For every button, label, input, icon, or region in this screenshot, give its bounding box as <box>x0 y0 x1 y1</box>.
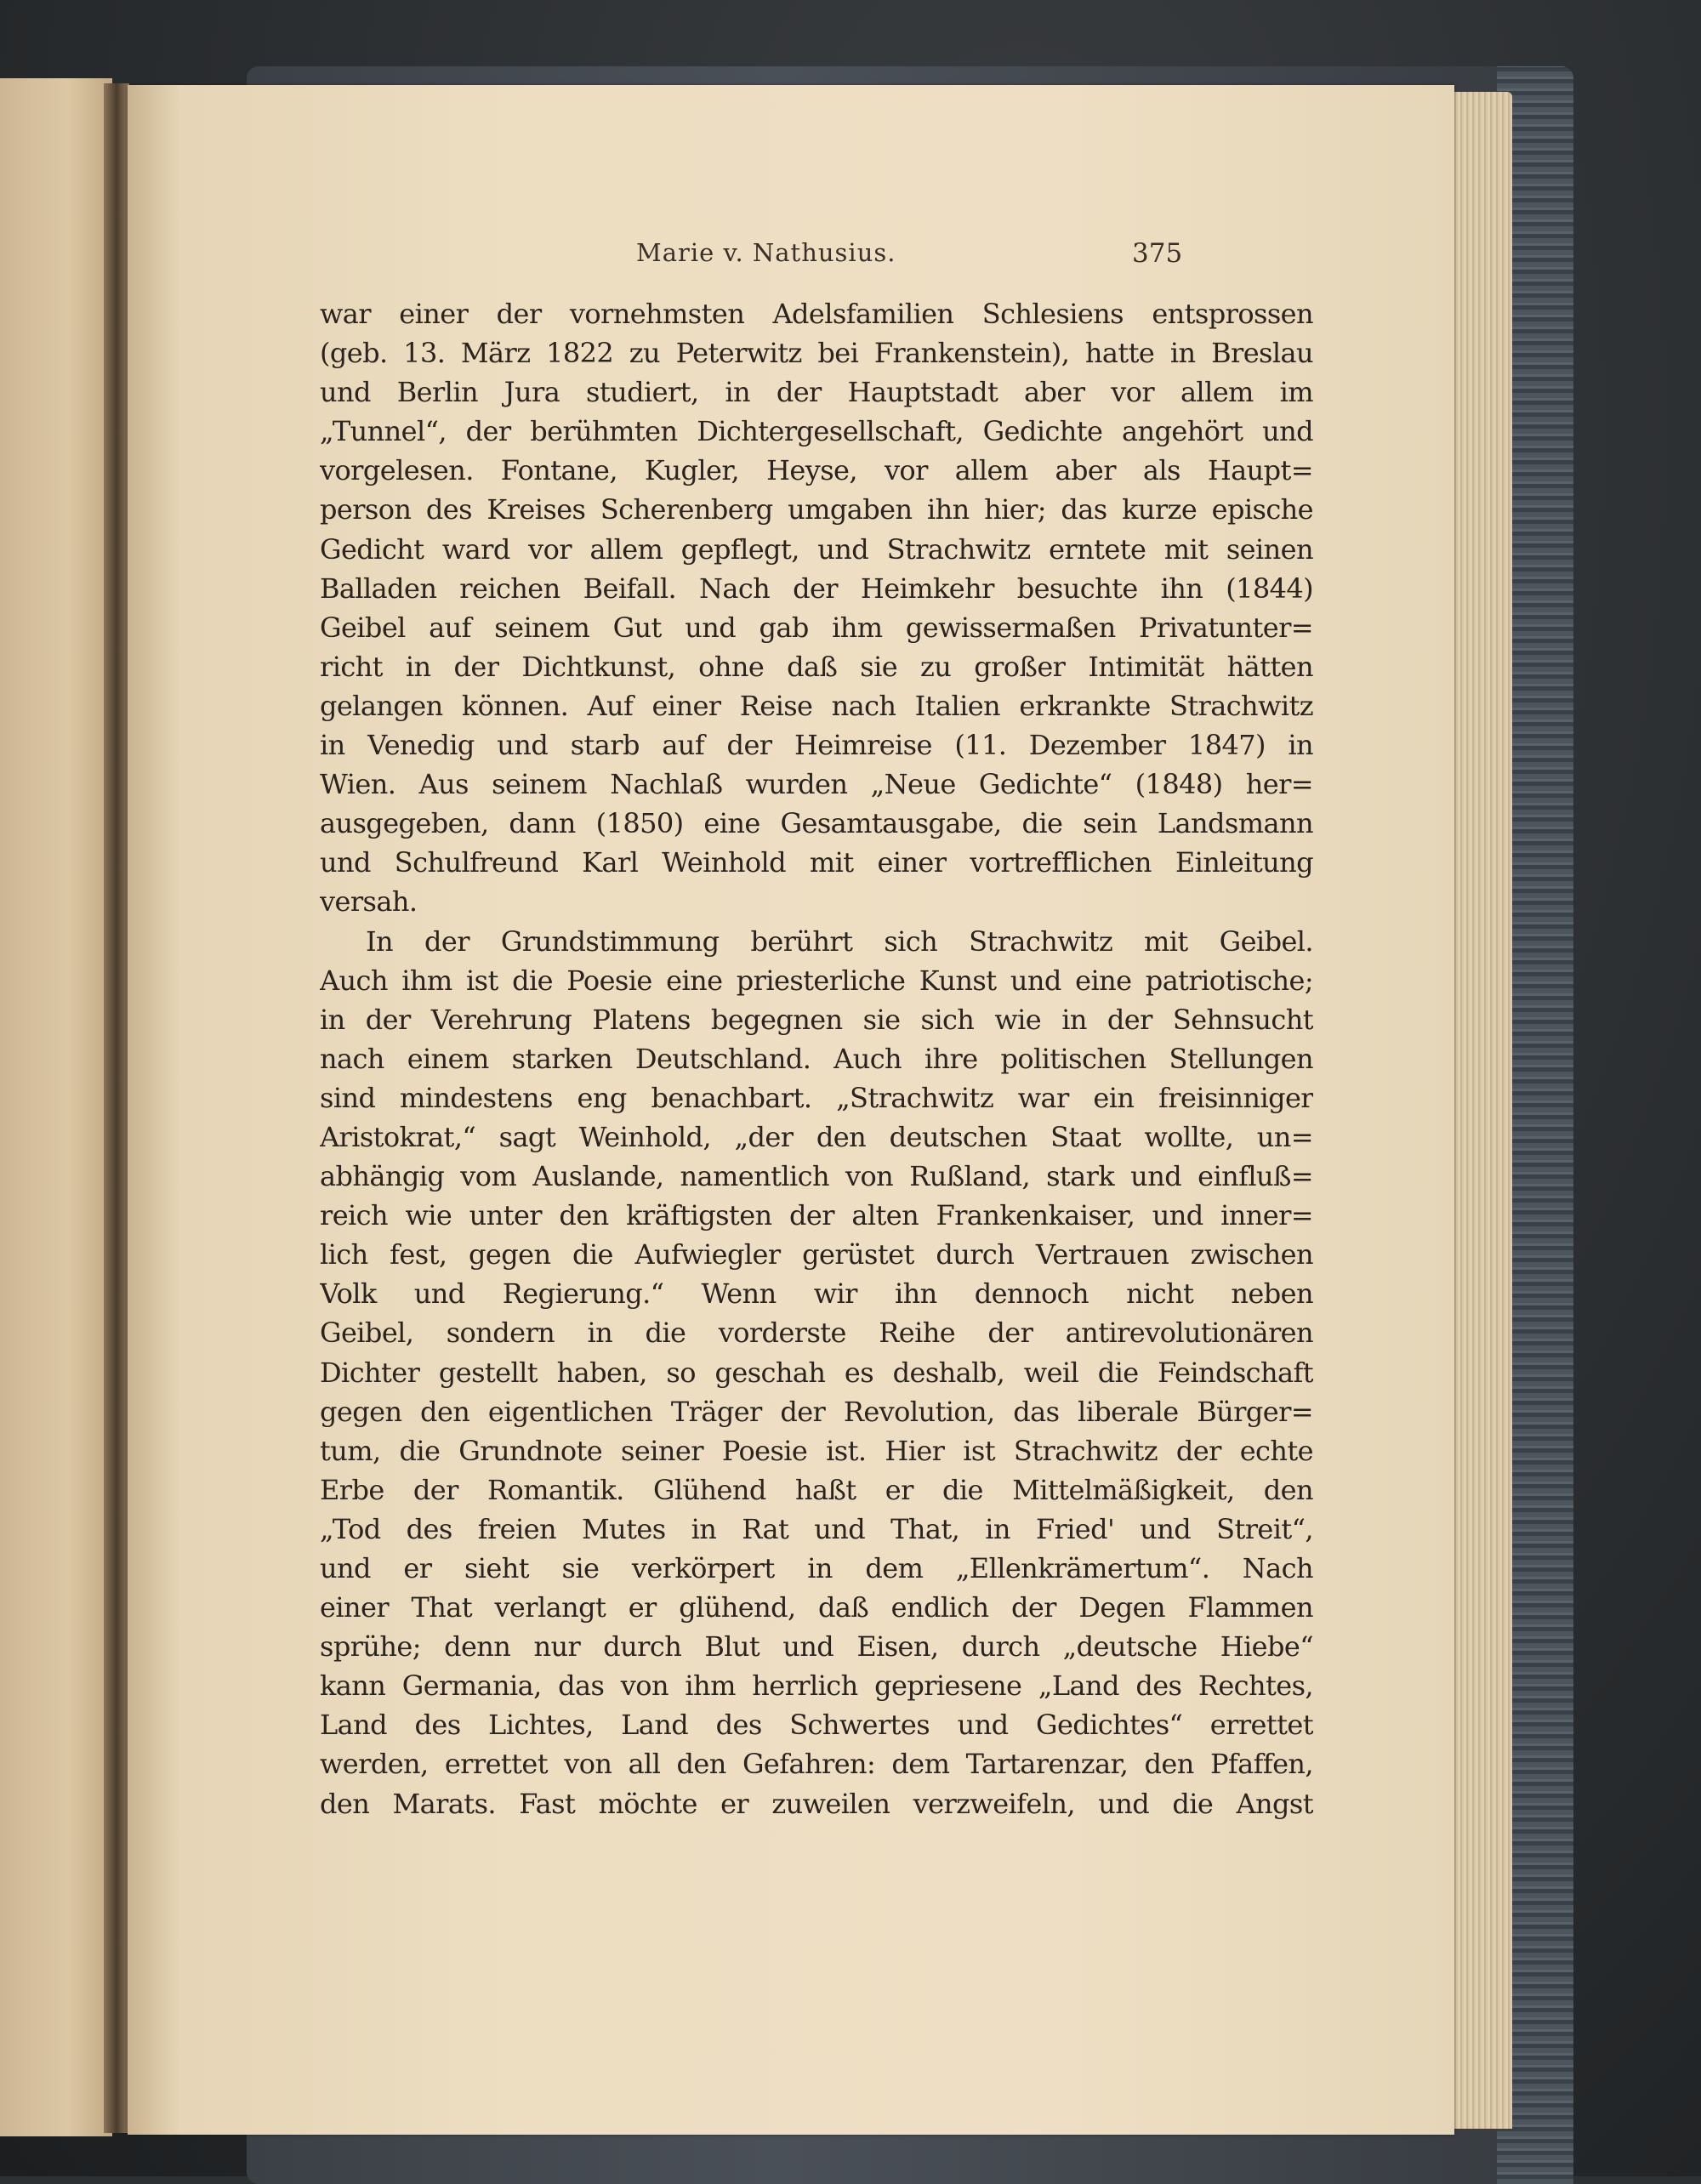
text-line: kann Germania, das von ihm herrlich gepriesene „Land des Rechtes, <box>320 1669 1313 1703</box>
text-line: Wien. Aus seinem Nachlaß wurden „Neue Gedichte“ (1848) her= <box>320 768 1313 801</box>
text-line: reich wie unter den kräftigsten der alten Frankenkaiser, und inner= <box>320 1199 1313 1232</box>
text-line: (geb. 13. März 1822 zu Peterwitz bei Frankenstein), hatte in Breslau <box>320 337 1313 370</box>
text-line: „Tod des freien Mutes in Rat und That, in Fried' und Streit“, <box>320 1512 1313 1545</box>
paragraph-start-line: In der Grundstimmung berührt sich Strachwitz mit Geibel. <box>366 924 1313 958</box>
text-line: Land des Lichtes, Land des Schwertes und Gedichtes“ errettet <box>320 1709 1313 1742</box>
left-page-edge <box>0 78 112 2136</box>
text-line: Auch ihm ist die Poesie eine priesterliche Kunst und eine patriotische; <box>320 964 1313 997</box>
text-line: einer That verlangt er glühend, daß endlich der Degen Flammen <box>320 1591 1313 1624</box>
text-line: Erbe der Romantik. Glühend haßt er die Mittelmäßigkeit, den <box>320 1473 1313 1506</box>
text-line: „Tunnel“, der berühmten Dichtergesellschaft, Gedichte angehört und <box>320 415 1313 448</box>
text-line: gelangen können. Auf einer Reise nach Italien erkrankte Strachwitz <box>320 689 1313 722</box>
text-line: Balladen reichen Beifall. Nach der Heimkehr besuchte ihn (1844) <box>320 572 1313 605</box>
text-line: ausgegeben, dann (1850) eine Gesamtausgabe, die sein Landsmann <box>320 807 1313 840</box>
text-line: und er sieht sie verkörpert in dem „Ellenkrämertum“. Nach <box>320 1552 1313 1584</box>
text-line: richt in der Dichtkunst, ohne daß sie zu großer Intimität hätten <box>320 650 1313 683</box>
text-line: sprühe; denn nur durch Blut und Eisen, durch „deutsche Hiebe“ <box>320 1630 1313 1664</box>
text-line: tum, die Grundnote seiner Poesie ist. Hier ist Strachwitz der echte <box>320 1434 1313 1467</box>
text-line: in Venedig und starb auf der Heimreise (11. Dezember 1847) in <box>320 729 1313 762</box>
text-line: Dichter gestellt haben, so geschah es deshalb, weil die Feindschaft <box>320 1356 1313 1389</box>
text-line: Volk und Regierung.“ Wenn wir ihn dennoch nicht neben <box>320 1277 1313 1311</box>
text-line: in der Verehrung Platens begegnen sie sich wie in der Sehnsucht <box>320 1003 1313 1036</box>
text-line: und Berlin Jura studiert, in der Hauptstadt aber vor allem im <box>320 376 1313 409</box>
text-line: und Schulfreund Karl Weinhold mit einer vortrefflichen Einleitung <box>320 846 1313 879</box>
text-line: gegen den eigentlichen Träger der Revolution, das liberale Bürger= <box>320 1395 1313 1428</box>
book-gutter <box>104 83 129 2133</box>
page-stack-edge <box>1446 92 1512 2129</box>
text-line: war einer der vornehmsten Adelsfamilien Schlesiens entsprossen <box>320 298 1313 330</box>
book-page <box>128 85 1454 2135</box>
page-number: 375 <box>1132 238 1183 269</box>
running-head-title: Marie v. Nathusius. <box>636 238 896 267</box>
text-line: person des Kreises Scherenberg umgaben ihn hier; das kurze epische <box>320 493 1313 526</box>
text-line: werden, errettet von all den Gefahren: dem Tartarenzar, den Pfaffen, <box>320 1748 1313 1781</box>
text-line: sind mindestens eng benachbart. „Strachwitz war ein freisinniger <box>320 1081 1313 1114</box>
text-line: den Marats. Fast möchte er zuweilen verzweifeln, und die Angst <box>320 1787 1313 1820</box>
paragraph-end-line: versah. <box>320 885 418 919</box>
text-line: lich fest, gegen die Aufwiegler gerüstet durch Vertrauen zwischen <box>320 1238 1313 1271</box>
body-text <box>320 294 1313 1823</box>
text-line: Geibel auf seinem Gut und gab ihm gewissermaßen Privatunter= <box>320 611 1313 644</box>
text-line: Aristokrat,“ sagt Weinhold, „der den deutschen Staat wollte, un= <box>320 1120 1313 1153</box>
text-line: vorgelesen. Fontane, Kugler, Heyse, vor allem aber als Haupt= <box>320 454 1313 487</box>
text-line: Gedicht ward vor allem gepflegt, und Strachwitz erntete mit seinen <box>320 532 1313 566</box>
text-line: Geibel, sondern in die vorderste Reihe der antirevolutionären <box>320 1317 1313 1350</box>
text-line: nach einem starken Deutschland. Auch ihre politischen Stellungen <box>320 1042 1313 1075</box>
running-head <box>128 238 1454 272</box>
text-line: abhängig vom Auslande, namentlich von Rußland, stark und einfluß= <box>320 1160 1313 1193</box>
